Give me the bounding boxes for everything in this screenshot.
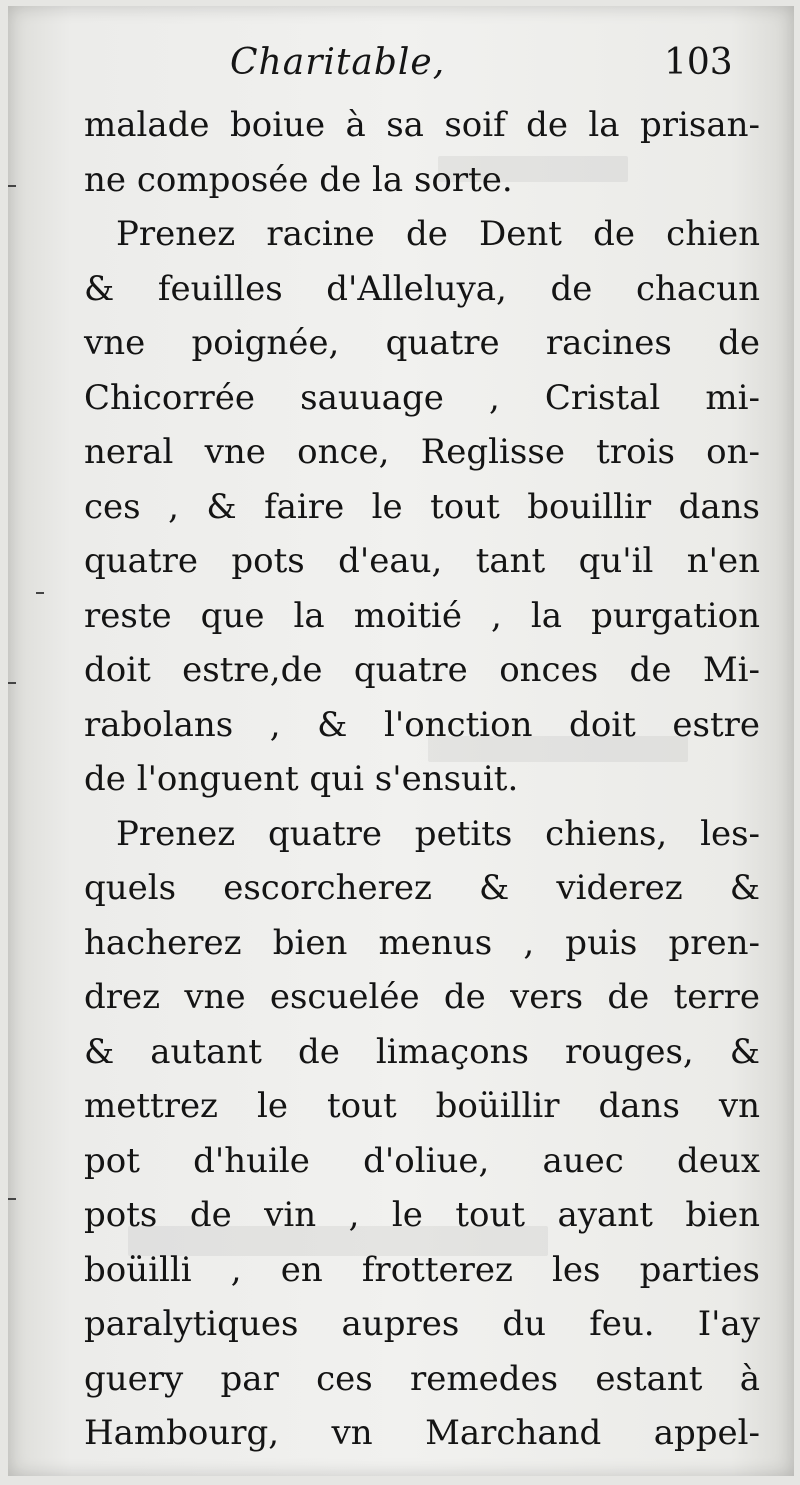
text-line: rabolans , & l'onction doit estre	[84, 704, 760, 745]
text-line: reste que la moitié , la purgation	[84, 595, 760, 636]
text-line: Prenez racine de Dent de chien	[116, 214, 760, 254]
body-text	[84, 98, 760, 1461]
text-line: paralytiques aupres du feu. I'ay	[84, 1304, 760, 1344]
text-line: drez vne escuelée de vers de terre	[84, 977, 760, 1017]
text-line: Hambourg, vn Marchand appel-	[84, 1413, 760, 1453]
text-line: quels escorcherez & viderez &	[84, 868, 760, 908]
edge-mark	[8, 185, 16, 187]
text-line: neral vne once, Reglisse trois on-	[84, 432, 760, 472]
text-line: Prenez quatre petits chiens, les-	[116, 813, 760, 854]
edge-mark	[8, 1198, 16, 1200]
text-line: ces , & faire le tout bouillir dans	[84, 486, 760, 527]
text-line: pots de vin , le tout ayant bien	[84, 1195, 760, 1235]
text-line: Chicorrée sauuage , Cristal mi-	[84, 377, 760, 418]
text-line: & autant de limaçons rouges, &	[84, 1031, 760, 1072]
text-line: hacherez bien menus , puis pren-	[84, 922, 760, 963]
text-line: doit estre,de quatre onces de Mi-	[84, 650, 760, 690]
text-line: pot d'huile d'oliue, auec deux	[84, 1140, 760, 1181]
text-line: mettrez le tout boüillir dans vn	[84, 1086, 760, 1126]
text-line: quatre pots d'eau, tant qu'il n'en	[84, 541, 760, 581]
text-line: boüilli , en frotterez les parties	[84, 1249, 760, 1290]
text-line: guery par ces remedes estant à	[84, 1358, 760, 1399]
page-number: 103	[664, 42, 733, 83]
text-line: malade boiue à sa soif de la prisan-	[84, 105, 760, 145]
running-head: Charitable,	[230, 42, 446, 83]
text-line: de l'onguent qui s'ensuit.	[84, 759, 519, 799]
text-line: & feuilles d'Alleluya, de chacun	[84, 268, 760, 309]
text-line: ne composée de la sorte.	[84, 159, 513, 200]
text-line: vne poignée, quatre racines de	[84, 323, 760, 363]
edge-mark	[36, 592, 44, 594]
edge-mark	[8, 682, 16, 684]
